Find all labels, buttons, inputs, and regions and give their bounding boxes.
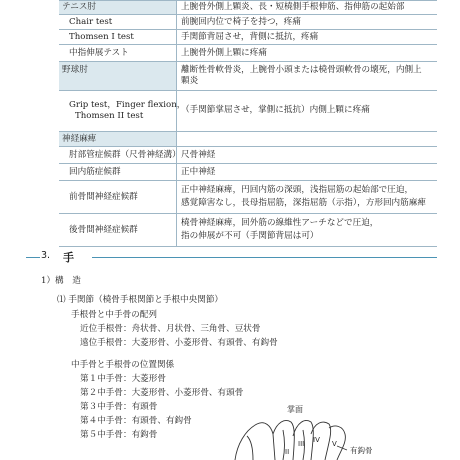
item-heading: ⑴ 手関節（橈骨手根関節と手根中央関節） (57, 295, 224, 305)
body-line: 第５中手骨：有鈎骨 (80, 430, 158, 440)
section-title: 手 (63, 251, 74, 264)
row-text-line2: 指の伸展が不可（手関節背屈は可） (181, 231, 319, 241)
body-line: 中手骨と手根骨の位置関係 (71, 360, 175, 370)
row-label: Chair test (69, 17, 113, 27)
table-row (59, 91, 437, 132)
table-row (59, 0, 437, 15)
table-row (59, 15, 437, 30)
row-text: 前腕回内位で椅子を持つ，疼痛 (181, 17, 301, 27)
table-row (59, 62, 437, 91)
row-label: 肘部管症候群（尺骨神経溝） (69, 150, 181, 160)
diagram-title: 掌面 (287, 405, 303, 414)
row-label: 神経麻痺 (62, 134, 97, 144)
row-text: 正中神経麻痺，円回内筋の深頭，浅指屈筋の起始部で圧迫， (181, 185, 414, 195)
hand-bones-illustration (225, 400, 405, 460)
body-line: 遠位手根骨：大菱形骨、小菱形骨、有頭骨、有鈎骨 (80, 338, 278, 348)
numeral-label: III (298, 440, 305, 448)
row-label: テニス肘 (62, 2, 97, 12)
body-line: 近位手根骨：舟状骨、月状骨、三角骨、豆状骨 (80, 324, 261, 334)
numeral-label: II (285, 448, 290, 456)
table-row (59, 147, 437, 164)
table-row (59, 45, 437, 62)
numeral-label: IV (313, 436, 320, 444)
row-label: 後骨間神経症候群 (69, 225, 138, 235)
table-row (59, 132, 437, 147)
row-text: （手関節掌屈させ，掌側に抵抗）内側上顆に疼痛 (181, 105, 370, 115)
section-number: 3. (41, 250, 51, 261)
row-text-line2: 顆炎 (181, 76, 199, 86)
row-text: 尺骨神経 (181, 150, 216, 160)
hamate-label: 有鈎骨 (350, 446, 373, 455)
clinical-test-table (59, 0, 437, 247)
row-label: 回内筋症候群 (69, 167, 121, 177)
row-text: 上腕骨外側上顆炎、長・短橈側手根伸筋、指伸筋の起始部 (181, 2, 405, 12)
body-line: 第２中手骨：大菱形骨、小菱形骨、有頭骨 (80, 388, 244, 398)
row-text: 橈骨神経麻痺，回外筋の線維性アーチなどで圧迫， (181, 218, 379, 228)
row-label: Grip test，Finger flexion， (69, 100, 186, 110)
row-label-line2: Thomsen II test (75, 111, 144, 121)
table-row (59, 181, 437, 214)
carpal-bone-diagram (225, 400, 405, 460)
table-row (59, 214, 437, 247)
body-line: 手根骨と中手骨の配列 (71, 310, 157, 320)
row-text: 上腕骨外側上顆に疼痛 (181, 48, 267, 58)
row-text: 正中神経 (181, 167, 216, 177)
row-label: 野球肘 (62, 65, 88, 75)
row-label: 前骨間神経症候群 (69, 192, 138, 202)
numeral-label: V (332, 440, 337, 448)
body-line: 第４中手骨：有頭骨、有鈎骨 (80, 416, 192, 426)
row-text: 手関節背屈させ，背側に抵抗，疼痛 (181, 32, 319, 42)
row-label: 中指伸展テスト (69, 48, 129, 58)
section-heading (26, 247, 437, 265)
sub-heading: 1）構 造 (41, 276, 81, 286)
table-row (59, 164, 437, 181)
row-label: Thomsen I test (69, 32, 134, 42)
body-line: 第３中手骨：有頭骨 (80, 402, 158, 412)
body-line: 第１中手骨：大菱形骨 (80, 374, 166, 384)
table-row (59, 30, 437, 45)
row-text: 離断性骨軟骨炎，上腕骨小頭または橈骨頭軟骨の壊死，内側上 (181, 65, 422, 75)
row-text-line2: 感覚障害なし，長母指屈筋，深指屈筋（示指），方形回内筋麻痺 (181, 198, 426, 208)
